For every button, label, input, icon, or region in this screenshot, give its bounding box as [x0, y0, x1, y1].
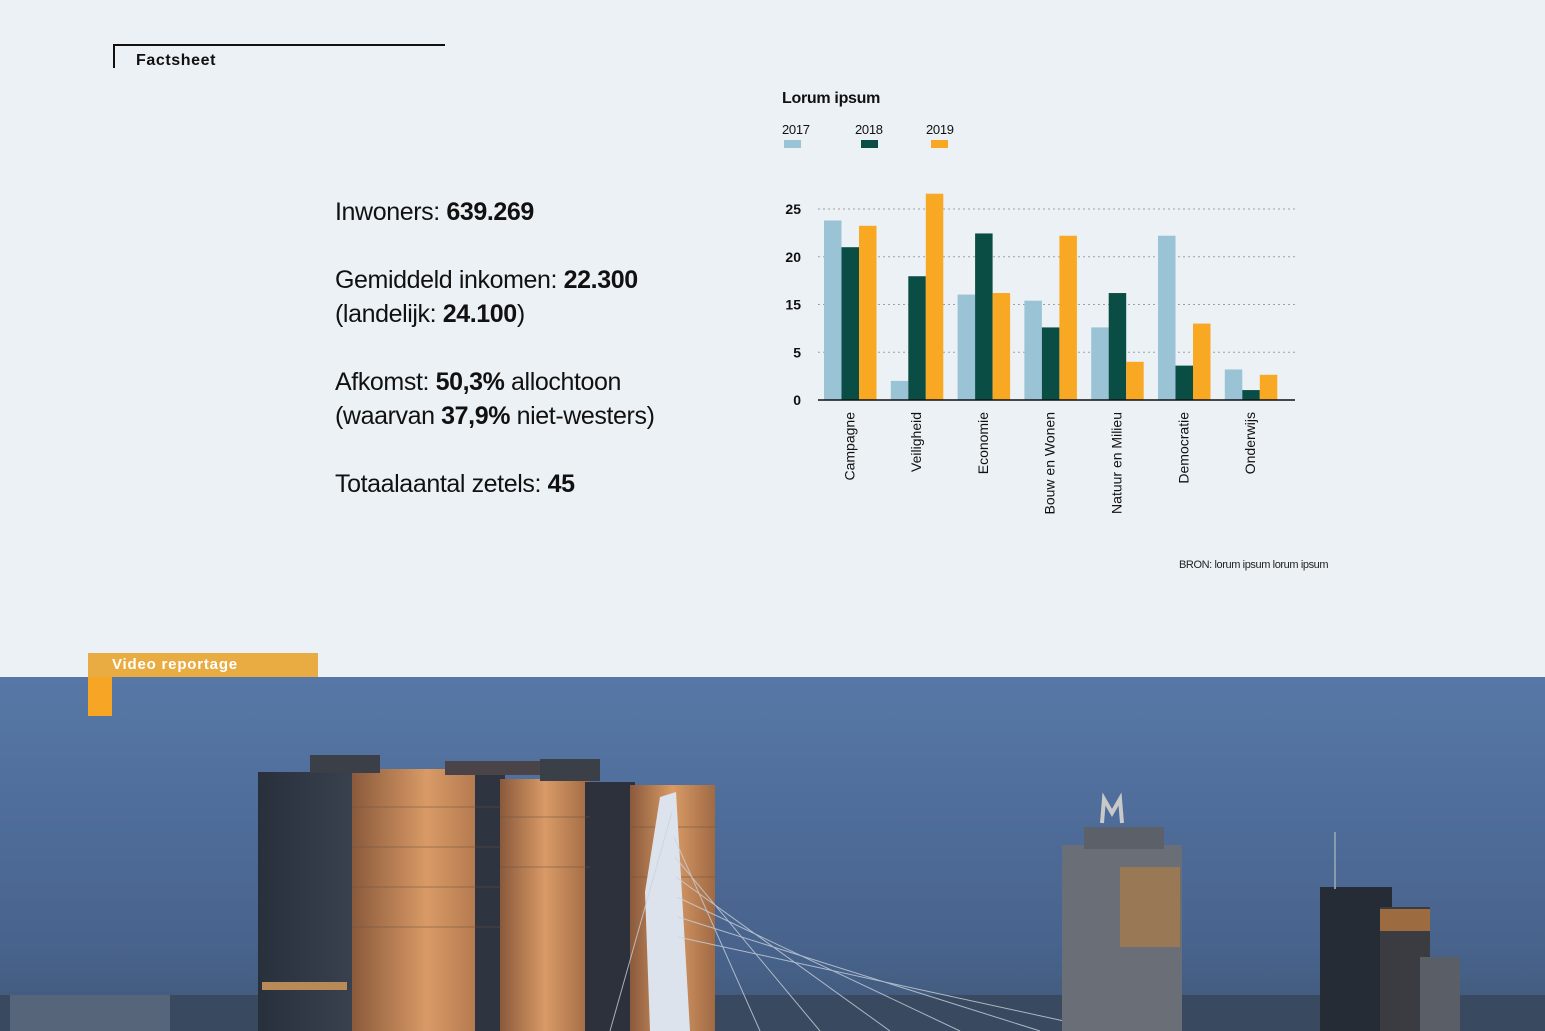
y-tick-label: 0 [793, 392, 801, 408]
bar-2019-0 [859, 226, 877, 400]
bar-2019-2 [993, 293, 1011, 400]
bar-2018-4 [1109, 293, 1127, 400]
afkomst-value: 50,3% [435, 368, 505, 396]
y-tick-label: 5 [793, 344, 801, 361]
bar-2019-4 [1126, 362, 1144, 400]
facts-block [335, 195, 655, 501]
bar-2017-1 [891, 381, 909, 400]
bar-2018-5 [1176, 366, 1194, 400]
chart-title: Lorum ipsum [782, 90, 881, 107]
bar-2019-5 [1193, 324, 1211, 400]
bar-chart [770, 180, 1310, 540]
inwoners-label: Inwoners: [335, 198, 440, 226]
fact-inwoners [335, 195, 655, 229]
x-tick-label: Economie [974, 412, 991, 475]
legend-swatch-2017 [784, 140, 801, 148]
y-tick-label: 25 [785, 201, 801, 217]
zetels-label: Totaalaantal zetels: [335, 470, 542, 498]
y-tick-label: 20 [785, 248, 801, 265]
bar-2017-0 [824, 220, 842, 400]
x-tick-label: Bouw en Wonen [1041, 412, 1058, 515]
waarvan-suffix: niet-westers) [516, 402, 655, 430]
legend-item-2018 [855, 122, 883, 148]
bar-2019-6 [1260, 375, 1278, 400]
x-tick-label: Veiligheid [908, 412, 925, 472]
video-reportage-tab[interactable]: Video reportage [88, 653, 318, 677]
fact-landelijk [335, 297, 655, 331]
inwoners-value: 639.269 [446, 198, 534, 226]
bar-2017-6 [1225, 369, 1243, 400]
afkomst-label: Afkomst: [335, 368, 430, 396]
video-thumbnail[interactable] [0, 677, 1545, 1031]
inkomen-value: 22.300 [563, 266, 638, 294]
video-tab-accent [88, 677, 112, 716]
landelijk-open: (landelijk: [335, 300, 437, 328]
fact-inkomen [335, 263, 655, 297]
skyline-image [0, 677, 1545, 1031]
bar-2017-5 [1158, 236, 1176, 400]
x-tick-label: Natuur en Milieu [1108, 412, 1125, 514]
legend-label-2019: 2019 [926, 122, 954, 137]
x-tick-label: Onderwijs [1242, 412, 1259, 475]
waarvan-open: (waarvan [335, 402, 435, 430]
zetels-value: 45 [547, 470, 575, 498]
inkomen-label: Gemiddeld inkomen: [335, 266, 558, 294]
waarvan-value: 37,9% [441, 402, 511, 430]
legend-swatch-2018 [861, 140, 878, 148]
x-tick-label: Democratie [1175, 412, 1192, 484]
bar-2018-6 [1242, 390, 1260, 400]
fact-waarvan [335, 399, 655, 433]
bar-2017-4 [1091, 327, 1109, 400]
landelijk-close: ) [516, 300, 525, 328]
factsheet-label: Factsheet [136, 52, 217, 69]
afkomst-suffix: allochtoon [511, 368, 622, 396]
legend-item-2017 [782, 122, 810, 148]
legend-item-2019 [926, 122, 954, 148]
landelijk-value: 24.100 [442, 300, 517, 328]
bar-2017-3 [1024, 301, 1042, 400]
bar-2017-2 [958, 295, 976, 400]
bar-2019-1 [926, 194, 944, 400]
fact-zetels [335, 467, 655, 501]
legend-label-2017: 2017 [782, 122, 810, 137]
fact-afkomst [335, 365, 655, 399]
bar-2018-2 [975, 233, 993, 400]
bar-2018-1 [908, 276, 926, 400]
bar-2018-3 [1042, 327, 1060, 400]
legend-label-2018: 2018 [855, 122, 883, 137]
bar-2018-0 [842, 247, 860, 400]
bar-2019-3 [1059, 236, 1077, 400]
y-tick-label: 15 [785, 296, 801, 313]
legend-swatch-2019 [931, 140, 948, 148]
chart-source: BRON: lorum ipsum lorum ipsum [1179, 559, 1329, 571]
x-tick-label: Campagne [841, 412, 858, 481]
